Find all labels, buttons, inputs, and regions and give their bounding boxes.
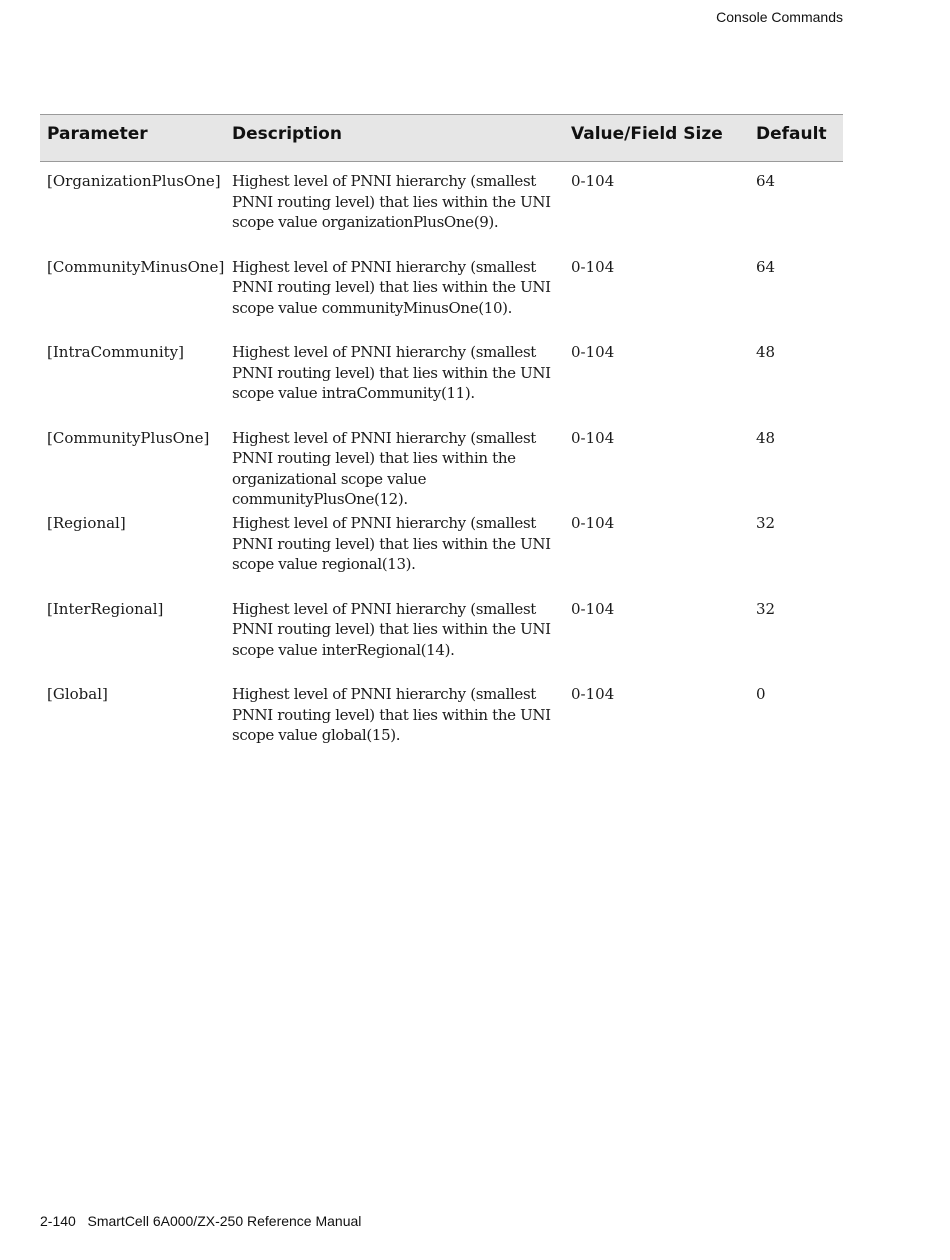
value-cell: 0-104 — [571, 514, 615, 532]
description-cell: Highest level of PNNI hierarchy (smallest PNNI routing level) that lies within the UNI scope value intraCommunity(11). — [232, 343, 551, 402]
parameter-cell: [CommunityMinusOne] — [47, 257, 225, 276]
table-row — [40, 171, 843, 257]
column-header-description: Description — [232, 124, 342, 144]
table-row — [40, 599, 843, 685]
running-header: Console Commands — [716, 9, 843, 25]
table-row — [40, 684, 843, 770]
parameter-cell: [IntraCommunity] — [47, 343, 185, 361]
description-cell: Highest level of PNNI hierarchy (smallest PNNI routing level) that lies within the UNI scope value regional(13). — [232, 514, 551, 573]
page-number: 2-140 — [40, 1213, 76, 1229]
description-cell: Highest level of PNNI hierarchy (smallest PNNI routing level) that lies within the UNI scope value global(15). — [232, 685, 551, 744]
table-header-row — [40, 114, 843, 162]
value-cell: 0-104 — [571, 343, 615, 361]
default-cell: 48 — [756, 343, 776, 361]
column-header-parameter: Parameter — [47, 124, 148, 144]
parameter-cell: [OrganizationPlusOne] — [47, 172, 221, 190]
default-cell: 64 — [756, 172, 776, 190]
manual-title: SmartCell 6A000/ZX-250 Reference Manual — [87, 1213, 362, 1229]
parameter-cell: [Regional] — [47, 514, 126, 532]
description-cell: Highest level of PNNI hierarchy (smallest PNNI routing level) that lies within the organizational scope value communityPlusOne(12). — [232, 428, 536, 508]
table-row — [40, 513, 843, 599]
column-header-value-field-size: Value/Field Size — [571, 124, 723, 144]
table-row — [40, 342, 843, 428]
description-cell: Highest level of PNNI hierarchy (smallest PNNI routing level) that lies within the UNI scope value interRegional(14). — [232, 599, 551, 659]
parameter-table — [40, 114, 843, 770]
table-row — [40, 428, 843, 514]
table-row — [40, 257, 843, 343]
default-cell: 0 — [756, 685, 766, 703]
value-cell: 0-104 — [571, 685, 615, 703]
running-footer — [40, 1213, 361, 1229]
value-cell: 0-104 — [571, 599, 615, 618]
parameter-cell: [Global] — [47, 685, 108, 703]
parameter-cell: [CommunityPlusOne] — [47, 428, 210, 447]
parameter-cell: [InterRegional] — [47, 599, 164, 618]
column-header-default: Default — [756, 124, 827, 144]
description-cell: Highest level of PNNI hierarchy (smallest PNNI routing level) that lies within the UNI scope value communityMinusOne(10). — [232, 257, 551, 317]
default-cell: 64 — [756, 257, 776, 276]
default-cell: 48 — [756, 428, 776, 447]
value-cell: 0-104 — [571, 257, 615, 276]
default-cell: 32 — [756, 599, 776, 618]
description-cell: Highest level of PNNI hierarchy (smallest PNNI routing level) that lies within the UNI scope value organizationPlusOne(9). — [232, 172, 551, 231]
value-cell: 0-104 — [571, 172, 615, 190]
value-cell: 0-104 — [571, 428, 615, 447]
default-cell: 32 — [756, 514, 776, 532]
table-body — [40, 162, 843, 770]
